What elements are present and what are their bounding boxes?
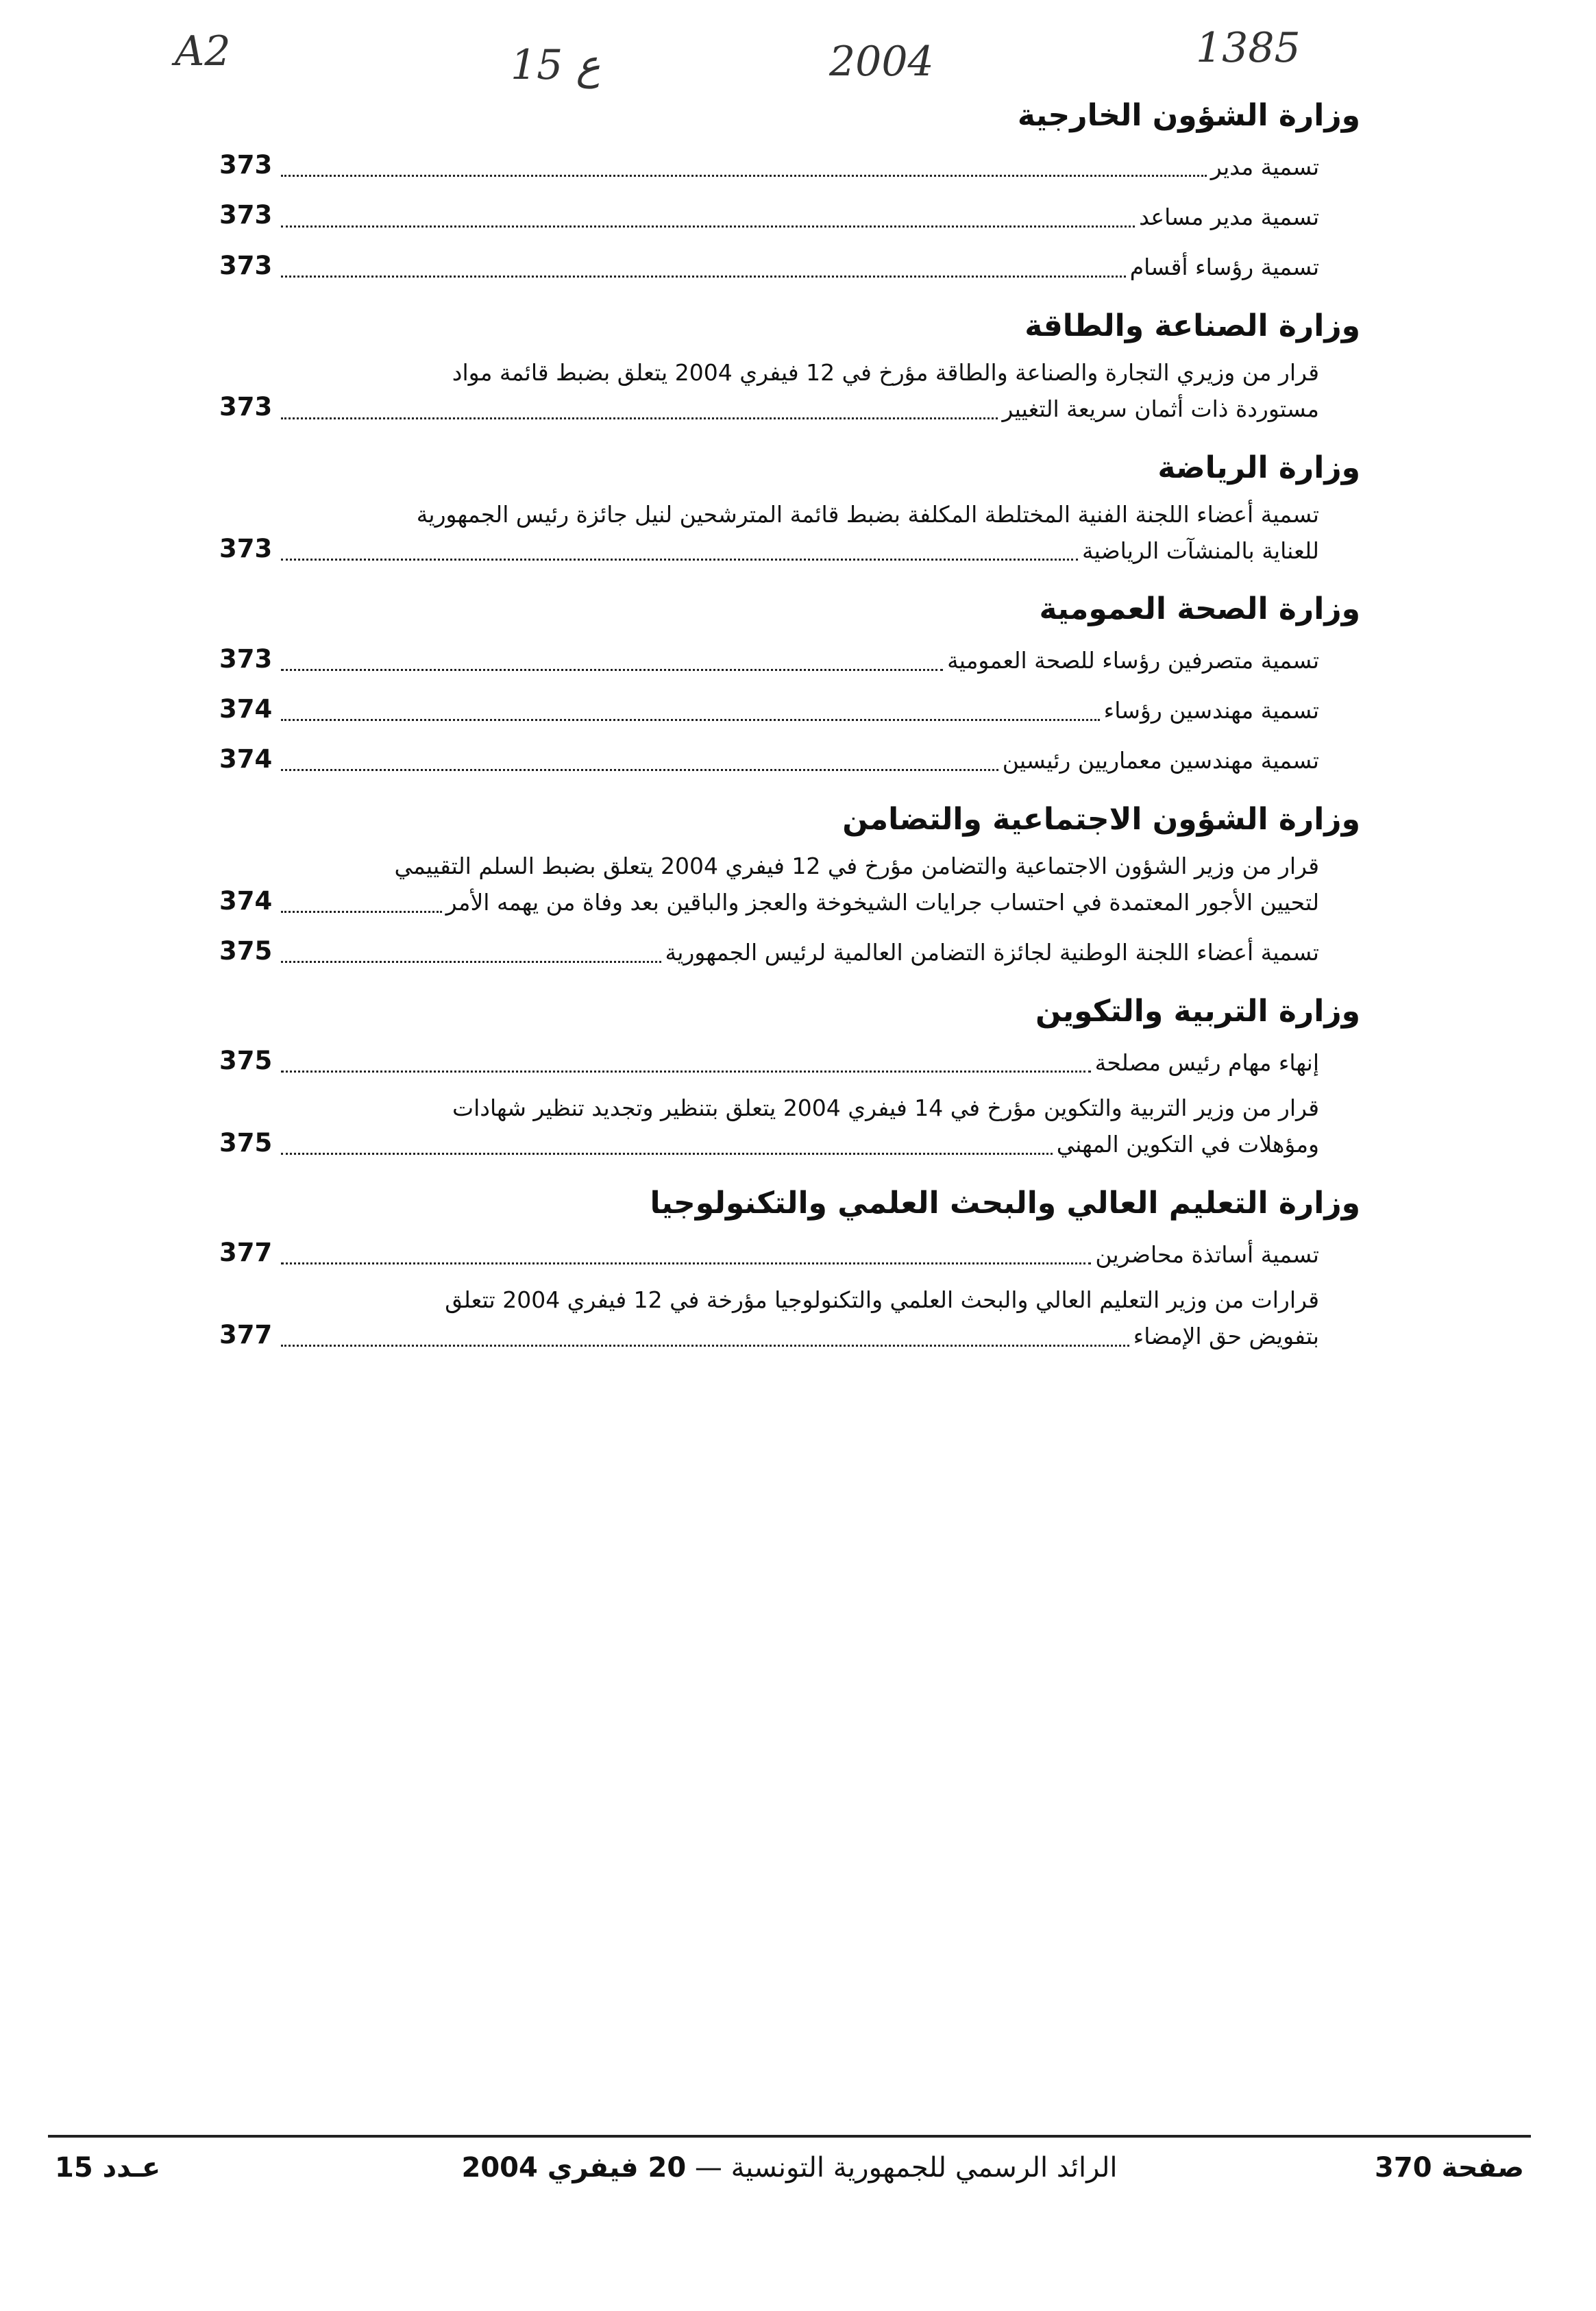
- toc-page-number: 377: [219, 1238, 273, 1268]
- section-heading: وزارة الرياضة: [1157, 450, 1360, 485]
- page-footer: [55, 2152, 1524, 2193]
- toc-entry-text: [281, 743, 1319, 779]
- toc-section: [219, 306, 1360, 428]
- toc-entry-text: [281, 199, 1319, 236]
- toc-page-number: 374: [219, 885, 273, 916]
- handwritten-note-1385: 1385: [1196, 24, 1301, 72]
- toc-page-number: 374: [219, 694, 273, 724]
- dot-leader: [281, 911, 442, 913]
- toc-entry: [219, 1282, 1319, 1355]
- toc-entry-text: [281, 249, 1319, 286]
- footer-page-number: صفحة 370: [1375, 2152, 1524, 2184]
- toc-entry: [219, 689, 1319, 729]
- toc-page-number: 373: [219, 392, 273, 422]
- toc-entry-text: [281, 355, 1319, 428]
- section-heading: وزارة الشؤون الاجتماعية والتضامن: [842, 802, 1360, 837]
- toc-entry-text: [281, 935, 1319, 971]
- toc-entry-text: [281, 1090, 1319, 1163]
- dot-leader: [281, 1153, 1053, 1155]
- handwritten-note-15: 15 ع: [511, 41, 601, 89]
- footer-issue-number: عـدد 15: [55, 2152, 161, 2184]
- toc-entry-text: [281, 643, 1319, 679]
- toc-entry-first-line: قرارات من وزير التعليم العالي والبحث العلمي والتكنولوجيا مؤرخة في 12 فيفري 2004 تتعلق: [445, 1286, 1319, 1314]
- toc-entry: [219, 145, 1319, 185]
- toc-page-number: 373: [219, 200, 273, 230]
- toc-entry-title: إنهاء مهام رئيس مصلحة: [1094, 1049, 1319, 1076]
- toc-entry: [219, 1040, 1319, 1081]
- toc-page-number: 377: [219, 1319, 273, 1349]
- section-heading: وزارة التعليم العالي والبحث العلمي والتكنولوجيا: [650, 1186, 1360, 1221]
- toc-entry-title: تسمية مهندسين معماريين رئيسين: [1002, 747, 1319, 774]
- toc-section: [219, 448, 1360, 570]
- toc-page-number: 373: [219, 534, 273, 564]
- toc-entry: [219, 848, 1319, 921]
- toc-section: [219, 992, 1360, 1163]
- toc-entry-title: مستوردة ذات أثمان سريعة التغيير: [1002, 395, 1319, 422]
- toc-entry-text: [281, 1045, 1319, 1081]
- toc-entry-title: للعناية بالمنشآت الرياضية: [1081, 537, 1319, 564]
- toc-entry-title: تسمية مدير: [1210, 153, 1319, 180]
- toc-entry: [219, 931, 1319, 971]
- toc-entry: [219, 1232, 1319, 1273]
- dot-leader: [281, 276, 1126, 278]
- dot-leader: [281, 769, 998, 771]
- toc-entry-title: تسمية متصرفين رؤساء للصحة العمومية: [947, 646, 1319, 674]
- toc-entry-text: [281, 149, 1319, 186]
- toc-entry-title: بتفويض حق الإمضاء: [1133, 1323, 1319, 1350]
- handwritten-note-2004: 2004: [829, 38, 934, 86]
- toc-page-number: 375: [219, 1046, 273, 1076]
- toc-page-number: 375: [219, 936, 273, 966]
- toc-section: [219, 589, 1360, 779]
- toc-entry: [219, 497, 1319, 570]
- toc-section: [219, 96, 1360, 286]
- toc-entry-title: تسمية أعضاء اللجنة الوطنية لجائزة التضامن العالمية لرئيس الجمهورية: [665, 939, 1319, 966]
- footer-journal-title: الرائد الرسمي للجمهورية التونسية — 20 فيفري 2004: [461, 2152, 1118, 2184]
- toc-entry-title: لتحيين الأجور المعتمدة في احتساب جرايات الشيخوخة والعجز والباقين بعد وفاة من يهمه الأمر: [445, 889, 1319, 916]
- toc-page-number: 373: [219, 150, 273, 180]
- dot-leader: [281, 1071, 1091, 1073]
- toc-entry: [219, 245, 1319, 286]
- toc-page-number: 373: [219, 644, 273, 674]
- toc-entry: [219, 739, 1319, 779]
- toc-entry-title: تسمية مدير مساعد: [1139, 203, 1319, 230]
- toc-page-number: 373: [219, 250, 273, 280]
- dot-leader: [281, 669, 943, 671]
- toc-page-number: 374: [219, 744, 273, 774]
- section-heading: وزارة الشؤون الخارجية: [1017, 98, 1360, 133]
- toc-entry: [219, 195, 1319, 235]
- toc-entry-first-line: تسمية أعضاء اللجنة الفنية المختلطة المكلفة بضبط قائمة المترشحين لنيل جائزة رئيس الجمهورية: [416, 500, 1319, 528]
- toc-entry: [219, 639, 1319, 679]
- toc-entry-first-line: قرار من وزيري التجارة والصناعة والطاقة مؤرخ في 12 فيفري 2004 يتعلق بضبط قائمة مواد: [452, 358, 1319, 386]
- toc-entry-text: [281, 848, 1319, 921]
- toc-entry-text: [281, 497, 1319, 570]
- toc-entry-title: ومؤهلات في التكوين المهني: [1056, 1131, 1319, 1158]
- section-heading: وزارة التربية والتكوين: [1035, 994, 1360, 1029]
- dot-leader: [281, 559, 1078, 561]
- dot-leader: [281, 1345, 1129, 1347]
- toc-entry-text: [281, 1282, 1319, 1355]
- section-heading: وزارة الصناعة والطاقة: [1024, 308, 1360, 343]
- table-of-contents: [219, 96, 1360, 1375]
- toc-entry-title: تسمية مهندسين رؤساء: [1103, 697, 1319, 724]
- dot-leader: [281, 225, 1135, 228]
- section-heading: وزارة الصحة العمومية: [1039, 591, 1360, 627]
- toc-entry-title: تسمية أساتذة محاضرين: [1095, 1240, 1319, 1268]
- toc-entry: [219, 355, 1319, 428]
- dot-leader: [281, 719, 1100, 721]
- toc-entry-text: [281, 1237, 1319, 1273]
- footer-divider: [48, 2135, 1531, 2138]
- toc-section: [219, 800, 1360, 971]
- dot-leader: [281, 1262, 1091, 1264]
- toc-entry-title: تسمية رؤساء أقسام: [1129, 253, 1319, 280]
- toc-entry-text: [281, 693, 1319, 729]
- toc-page-number: 375: [219, 1127, 273, 1158]
- handwritten-note-a2: A2: [175, 27, 231, 75]
- toc-entry: [219, 1090, 1319, 1163]
- dot-leader: [281, 175, 1207, 177]
- toc-section: [219, 1184, 1360, 1355]
- dot-leader: [281, 961, 661, 963]
- toc-entry-first-line: قرار من وزير التربية والتكوين مؤرخ في 14 فيفري 2004 يتعلق بتنظير وتجديد تنظير شهادات: [452, 1095, 1319, 1122]
- dot-leader: [281, 417, 998, 419]
- toc-entry-first-line: قرار من وزير الشؤون الاجتماعية والتضامن مؤرخ في 12 فيفري 2004 يتعلق بضبط السلم التقييمي: [394, 853, 1319, 880]
